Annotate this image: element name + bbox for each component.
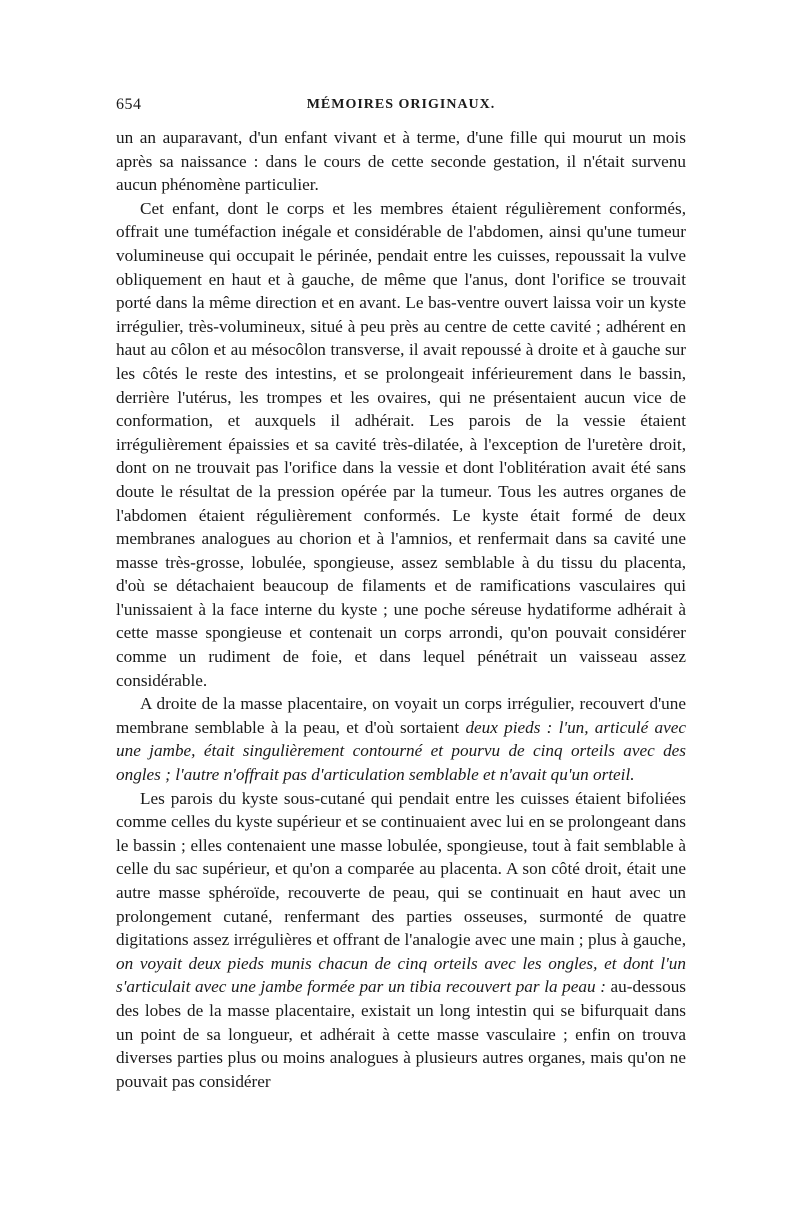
paragraph-text: Les parois du kyste sous-cutané qui pendait entre les cuisses étaient bifoliées comme celles du kyste supérieur et se continuaient avec lui en se prolongeant dans le bassin ; elles contenaient une masse lobulée, spongieuse, tout à fait semblable à celle du sac supérieur, et qu'on a comparée au placenta. A son côté droit, était une autre masse sphéroïde, recouverte de peau, qui se continuait en haut avec un prolongement cutané, renfermant des parties osseuses, surmonté de quatre digitations assez irrégulières et offrant de l'analogie avec une main ; plus à gauche, (116, 788, 686, 950)
page-number: 654 (116, 96, 142, 113)
body-text (116, 126, 686, 1093)
paragraph-continuation: un an auparavant, d'un enfant vivant et à terme, d'une fille qui mourut un mois après sa naissance : dans le cours de cette seconde gestation, il n'était survenu aucun phénomène particulier. (116, 128, 686, 195)
paragraph-right-of-placental-mass (116, 692, 686, 786)
document-page (116, 96, 686, 1093)
paragraph-case-description: Cet enfant, dont le corps et les membres étaient régulièrement conformés, offrait une tuméfaction inégale et considérable de l'abdomen, ainsi qu'une tumeur volumineuse qui occupait le périnée, pendait entre les cuisses, repoussait la vulve obliquement en haut et à gauche, de même que l'anus, dont l'orifice se trouvait porté dans la même direction et en avant. Le bas-ventre ouvert laissa voir un kyste irrégulier, très-volumineux, situé à peu près au centre de cette cavité ; adhérent en haut au côlon et au mésocôlon transverse, il avait repoussé à droite et à gauche sur les côtés le reste des intestins, et se prolongeait inférieurement dans le bassin, derrière l'utérus, les trompes et les ovaires, qui ne présentaient aucun vice de conformation, et auxquels il adhérait. Les parois de la vessie étaient irrégulièrement épaissies et sa cavité très-dilatée, à l'exception de l'uretère droit, dont on ne trouvait pas l'orifice dans la vessie et dont l'oblitération avait été sans doute le résultat de la pression opérée par la tumeur. Tous les autres organes de l'abdomen étaient régulièrement conformés. Le kyste était formé de deux membranes analogues au chorion et à l'amnios, et renfermait dans sa cavité une masse très-grosse, lobulée, spongieuse, assez semblable à du tissu du placenta, d'où se détachaient beaucoup de filaments et de ramifications vasculaires qui l'unissaient à la face interne du kyste ; une poche séreuse hydatiforme adhérait à cette masse spongieuse et contenait un corps arrondi, qu'on pouvait considérer comme un rudiment de foie, et dans lequel pénétrait un vaisseau assez considérable. (116, 198, 686, 690)
paragraph-text-end: au-dessous des lobes de la masse placentaire, existait un long intestin qui se bifurquait dans un point de sa longueur, et adhérait à cette masse vasculaire ; enfin on trouva diverses parties plus ou moins analogues à plusieurs autres organes, mais qu'on ne pouvait pas considérer (116, 977, 686, 1091)
italic-passage: deux pieds : l'un, articulé avec une jambe, était singulièrement contourné et pourvu de cinq orteils avec des ongles ; l'autre n'offrait pas d'articulation semblable et n'avait qu'un orteil. (116, 717, 686, 785)
page-header (116, 96, 686, 126)
italic-passage: on voyait deux pieds munis chacun de cinq orteils avec les ongles, et dont l'un s'articulait avec une jambe formée par un tibia recouvert par la peau : (116, 953, 686, 997)
paragraph-subcutaneous-cyst (116, 787, 686, 1094)
running-head: MÉMOIRES ORIGINAUX. (306, 97, 496, 112)
paragraph-text: A droite de la masse placentaire, on voyait un corps irrégulier, recouvert d'une membrane semblable à la peau, et d'où sortaient (116, 694, 686, 737)
